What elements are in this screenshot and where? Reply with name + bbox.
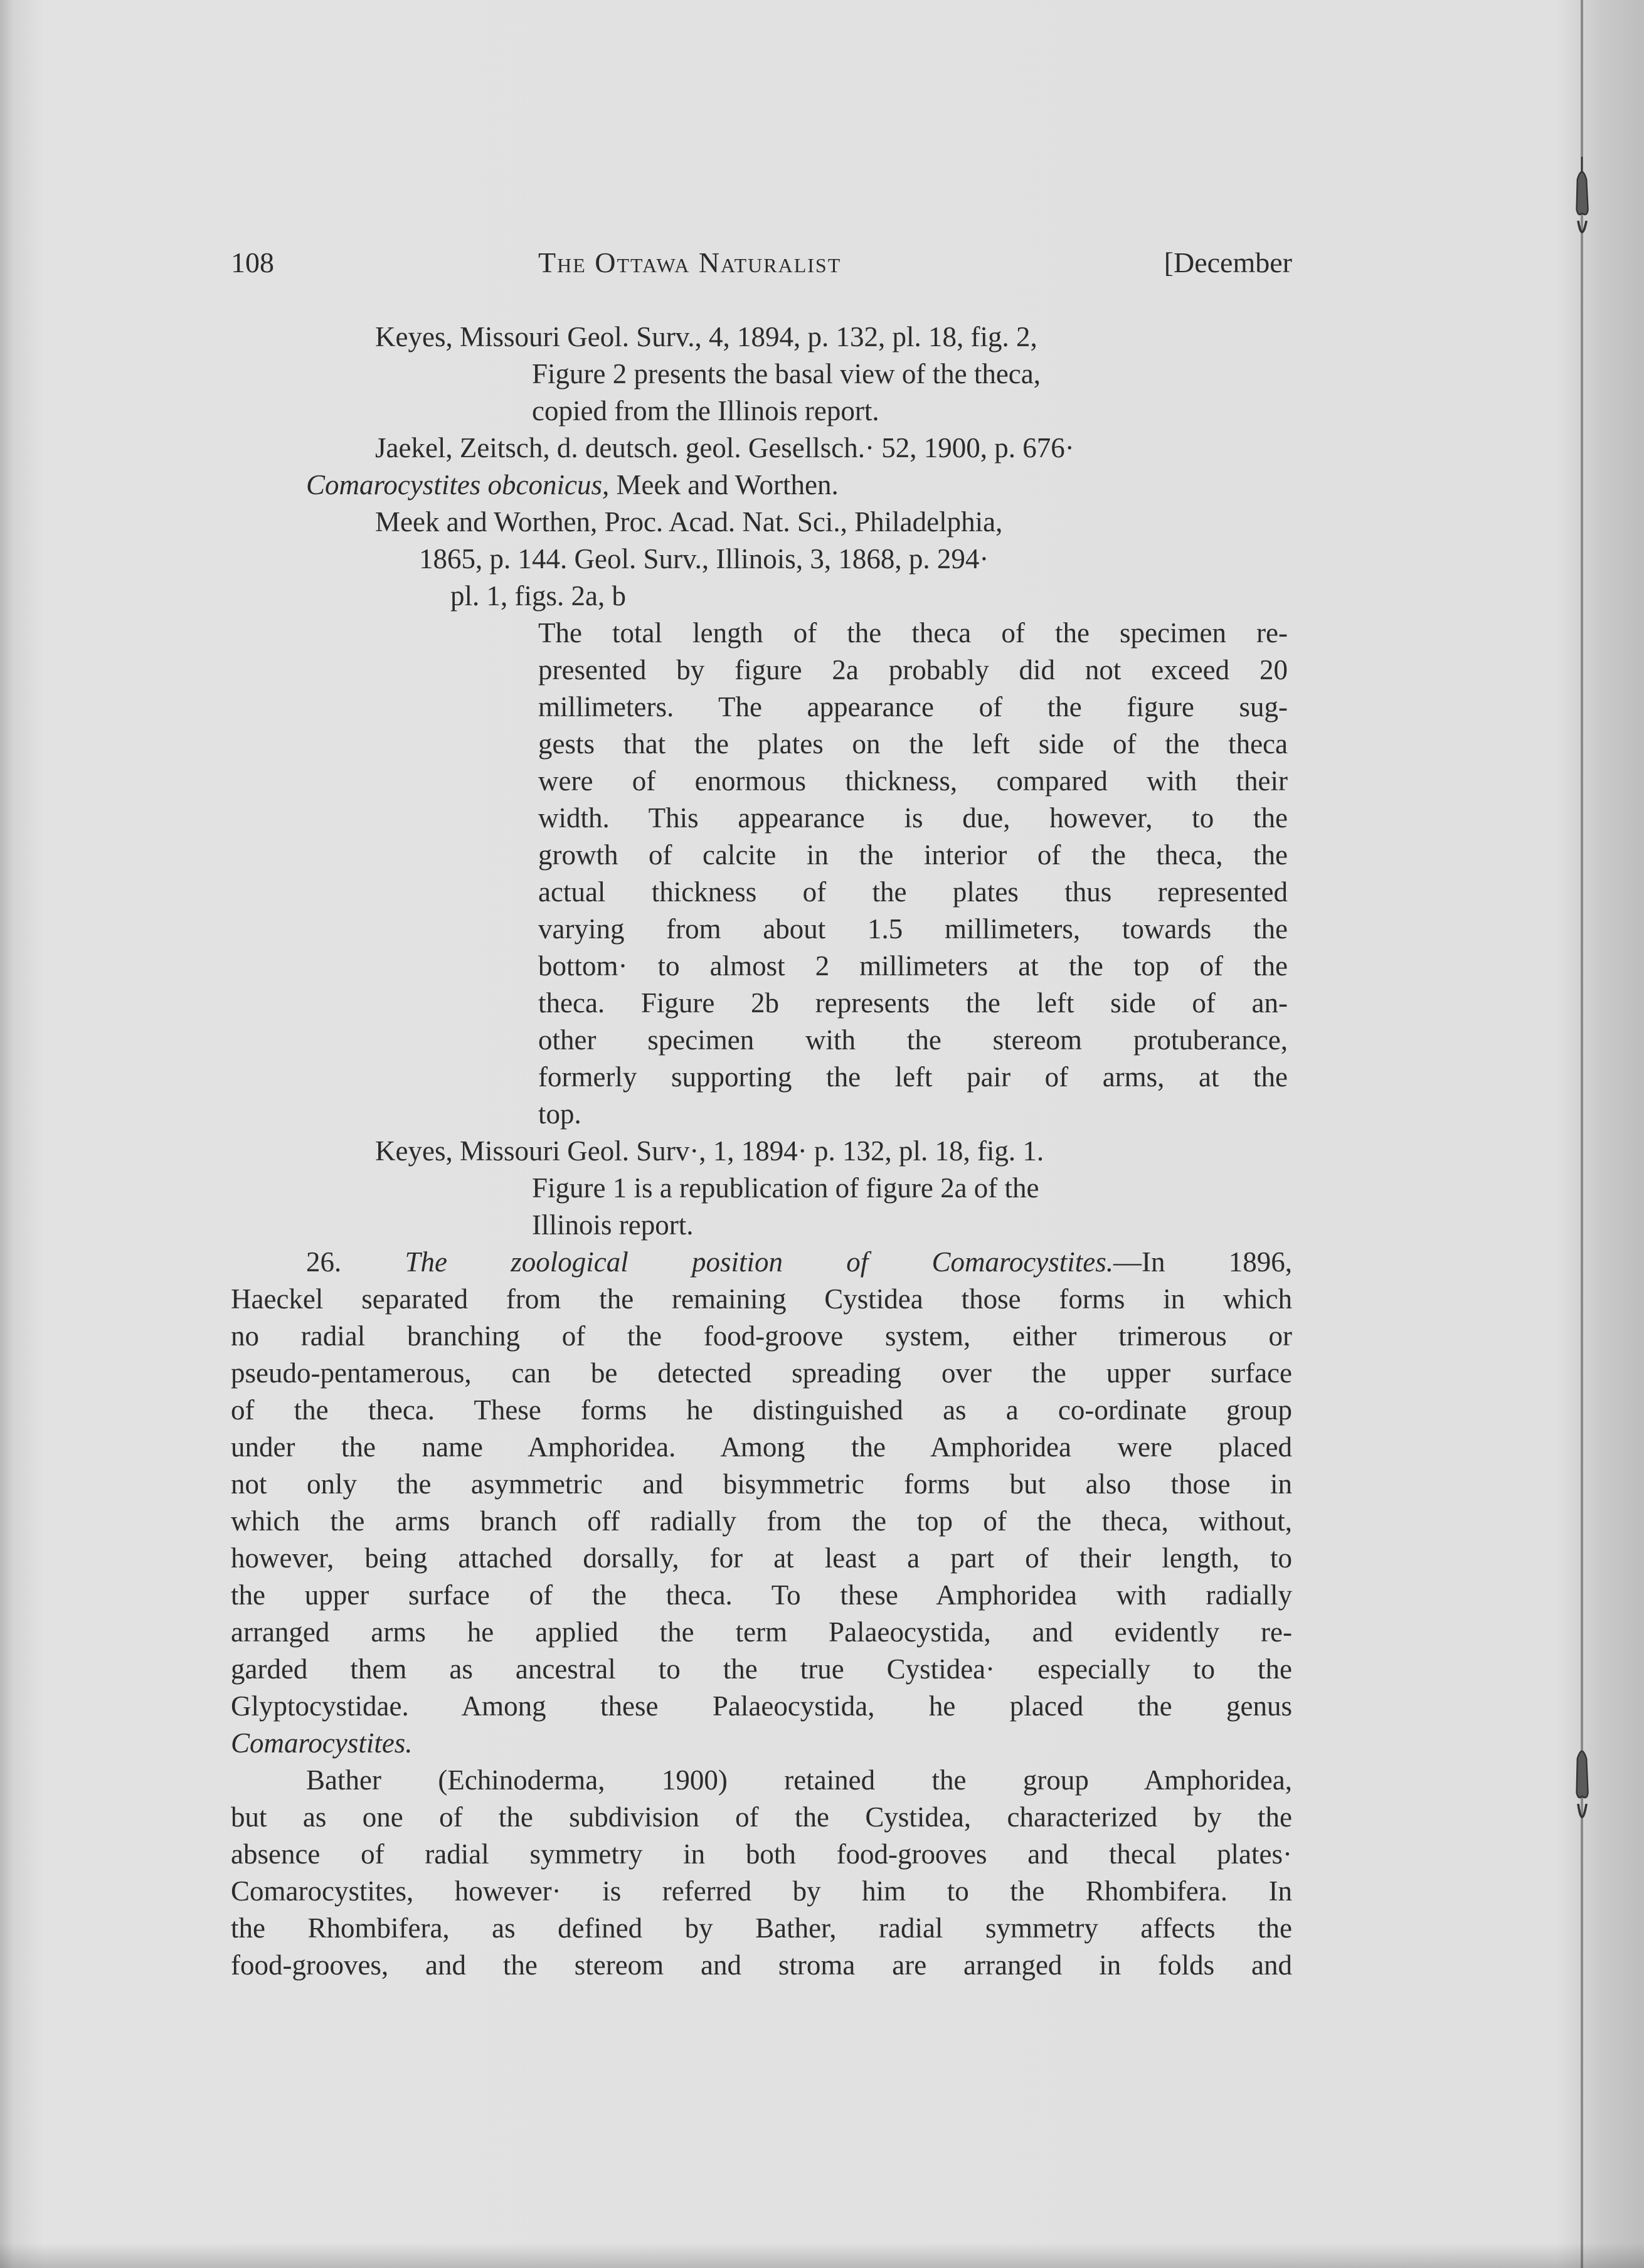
body-line: food-grooves, and the stereom and stroma are arranged in folds and: [231, 1949, 1292, 1981]
description-line: growth of calcite in the interior of the theca, the: [538, 839, 1288, 871]
reference-line: pl. 1, figs. 2a, b: [450, 580, 626, 612]
reference-keyes-1894-fig2: [231, 319, 1292, 430]
binder-clip-icon: [1563, 157, 1601, 251]
reference-line: Keyes, Missouri Geol. Surv., 4, 1894, p. 132, pl. 18, fig. 2,: [375, 321, 1037, 352]
body-line: arranged arms he applied the term Palaeocystida, and evidently re-: [231, 1616, 1292, 1648]
binder-clip-icon: [1563, 1744, 1601, 1838]
reference-line: 1865, p. 144. Geol. Surv., Illinois, 3, 1868, p. 294·: [419, 543, 989, 575]
reference-meek-worthen: [231, 504, 1292, 615]
section-number: 26.: [306, 1246, 342, 1278]
body-line: which the arms branch off radially from the top of the theca, without,: [231, 1505, 1292, 1537]
description-line: other specimen with the stereom protuberance,: [538, 1024, 1288, 1056]
body-line: under the name Amphoridea. Among the Amphoridea were placed: [231, 1431, 1292, 1463]
page-body: [231, 319, 1292, 1984]
description-line: actual thickness of the plates thus represented: [538, 876, 1288, 908]
bather-paragraph: [231, 1762, 1292, 1984]
body-line: however, being attached dorsally, for at least a part of their length, to: [231, 1542, 1292, 1574]
description-line: were of enormous thickness, compared with their: [538, 765, 1288, 797]
body-line: Haeckel separated from the remaining Cystidea those forms in which: [231, 1283, 1292, 1315]
section-26: [231, 1244, 1292, 1762]
species-authors: Meek and Worthen.: [616, 469, 839, 501]
section-lead: —In 1896,: [1113, 1246, 1293, 1278]
reference-jaekel: [231, 430, 1292, 467]
body-line: Bather (Echinoderma, 1900) retained the group Amphoridea,: [306, 1764, 1292, 1796]
reference-line: Figure 2 presents the basal view of the theca,: [532, 358, 1041, 389]
journal-title: The Ottawa Naturalist: [538, 246, 842, 278]
reference-line: Jaekel, Zeitsch, d. deutsch. geol. Gesellsch.· 52, 1900, p. 676·: [375, 432, 1074, 464]
description-block: [231, 615, 1288, 1133]
description-line: width. This appearance is due, however, to the: [538, 802, 1288, 834]
description-line: top.: [538, 1098, 581, 1130]
body-line: but as one of the subdivision of the Cystidea, characterized by the: [231, 1801, 1292, 1833]
species-heading: [231, 467, 1292, 504]
reference-line: Figure 1 is a republication of figure 2a of the: [532, 1172, 1039, 1204]
body-line: the upper surface of the theca. To these Amphoridea with radially: [231, 1579, 1292, 1611]
description-line: varying from about 1.5 millimeters, towards the: [538, 913, 1288, 945]
running-head: [231, 246, 1292, 290]
description-line: theca. Figure 2b represents the left side of an-: [538, 987, 1288, 1019]
reference-line: Illinois report.: [532, 1209, 694, 1241]
description-line: The total length of the theca of the specimen re-: [538, 617, 1288, 649]
reference-line: Meek and Worthen, Proc. Acad. Nat. Sci., Philadelphia,: [375, 506, 1003, 538]
description-line: presented by figure 2a probably did not exceed 20: [538, 654, 1288, 686]
description-line: bottom· to almost 2 millimeters at the top of the: [538, 950, 1288, 982]
body-line: Glyptocystidae. Among these Palaeocystida, he placed the genus: [231, 1690, 1292, 1722]
body-line: absence of radial symmetry in both food-grooves and thecal plates·: [231, 1838, 1292, 1870]
description-line: gests that the plates on the left side of the theca: [538, 728, 1288, 760]
section-heading-line: [231, 1244, 1292, 1281]
body-line: Comarocystites.: [231, 1727, 413, 1759]
species-name: Comarocystites obconicus,: [306, 469, 610, 501]
body-line: pseudo-pentamerous, can be detected spreading over the upper surface: [231, 1357, 1292, 1389]
body-line: not only the asymmetric and bisymmetric forms but also those in: [231, 1468, 1292, 1500]
body-line: Comarocystites, however· is referred by him to the Rhombifera. In: [231, 1875, 1292, 1907]
body-line: no radial branching of the food-groove system, either trimerous or: [231, 1320, 1292, 1352]
description-line: formerly supporting the left pair of arms, at the: [538, 1061, 1288, 1093]
body-line: the Rhombifera, as defined by Bather, radial symmetry affects the: [231, 1912, 1292, 1944]
page-number: 108: [231, 246, 274, 278]
reference-keyes-1894-fig1: [231, 1133, 1292, 1244]
page-bottom-shadow: [0, 2243, 1644, 2268]
description-line: millimeters. The appearance of the figure sug-: [538, 691, 1288, 723]
reference-line: Keyes, Missouri Geol. Surv·, 1, 1894· p. 132, pl. 18, fig. 1.: [375, 1135, 1044, 1167]
issue-month: [December: [1164, 246, 1292, 278]
reference-line: copied from the Illinois report.: [532, 395, 879, 427]
body-line: of the theca. These forms he distinguished as a co-ordinate group: [231, 1394, 1292, 1426]
body-line: garded them as ancestral to the true Cystidea· especially to the: [231, 1653, 1292, 1685]
binding-edge: [1581, 0, 1583, 2268]
section-title: The zoological position of Comarocystites.: [405, 1246, 1114, 1278]
